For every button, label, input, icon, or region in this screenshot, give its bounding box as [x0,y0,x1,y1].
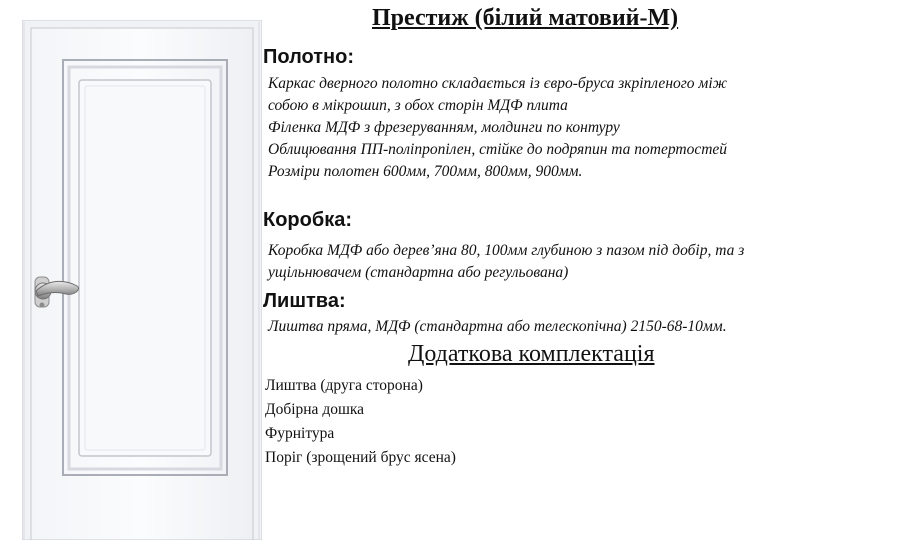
text-line: Коробка МДФ або дерев’яна 80, 100мм глубиною з пазом під добір, та з [268,242,745,259]
section-heading-korobka: Коробка: [263,209,353,231]
section-heading-lyshtva: Лиштва: [263,290,346,312]
extras-title: Додаткова комплектація [408,341,655,367]
text-line: Лиштва пряма, МДФ (стандартна або телескопічна) 2150-68-10мм. [268,318,727,335]
text-line: Облицювання ПП-поліпропілен, стійке до подряпин та потертостей [268,141,728,158]
list-item: Фурнітура [265,425,335,442]
section-heading-polotno: Полотно: [263,46,355,68]
extras-list [265,374,456,470]
text-line: Каркас дверного полотно складається із євро-бруса зкріпленого між [268,75,728,92]
list-item: Лиштва (друга сторона) [265,377,423,394]
text-line: ущільнювачем (стандартна або регульована) [268,264,569,281]
text-line: собою в мікрошип, з обох сторін МДФ плита [268,97,568,114]
section-text-lyshtva [268,316,727,338]
page-title: Престиж (білий матовий-М) [372,5,679,31]
list-item: Добірна дошка [265,401,365,418]
text-line: Розміри полотен 600мм, 700мм, 800мм, 900мм. [268,163,583,180]
door-illustration [22,20,262,540]
list-item: Поріг (зрощений брус ясена) [265,449,456,466]
door-panel [79,80,211,456]
door-image [22,20,262,540]
text-line: Філенка МДФ з фрезеруванням, молдинги по контуру [268,119,620,136]
section-text-korobka [268,240,744,284]
section-text-polotno [268,73,727,183]
